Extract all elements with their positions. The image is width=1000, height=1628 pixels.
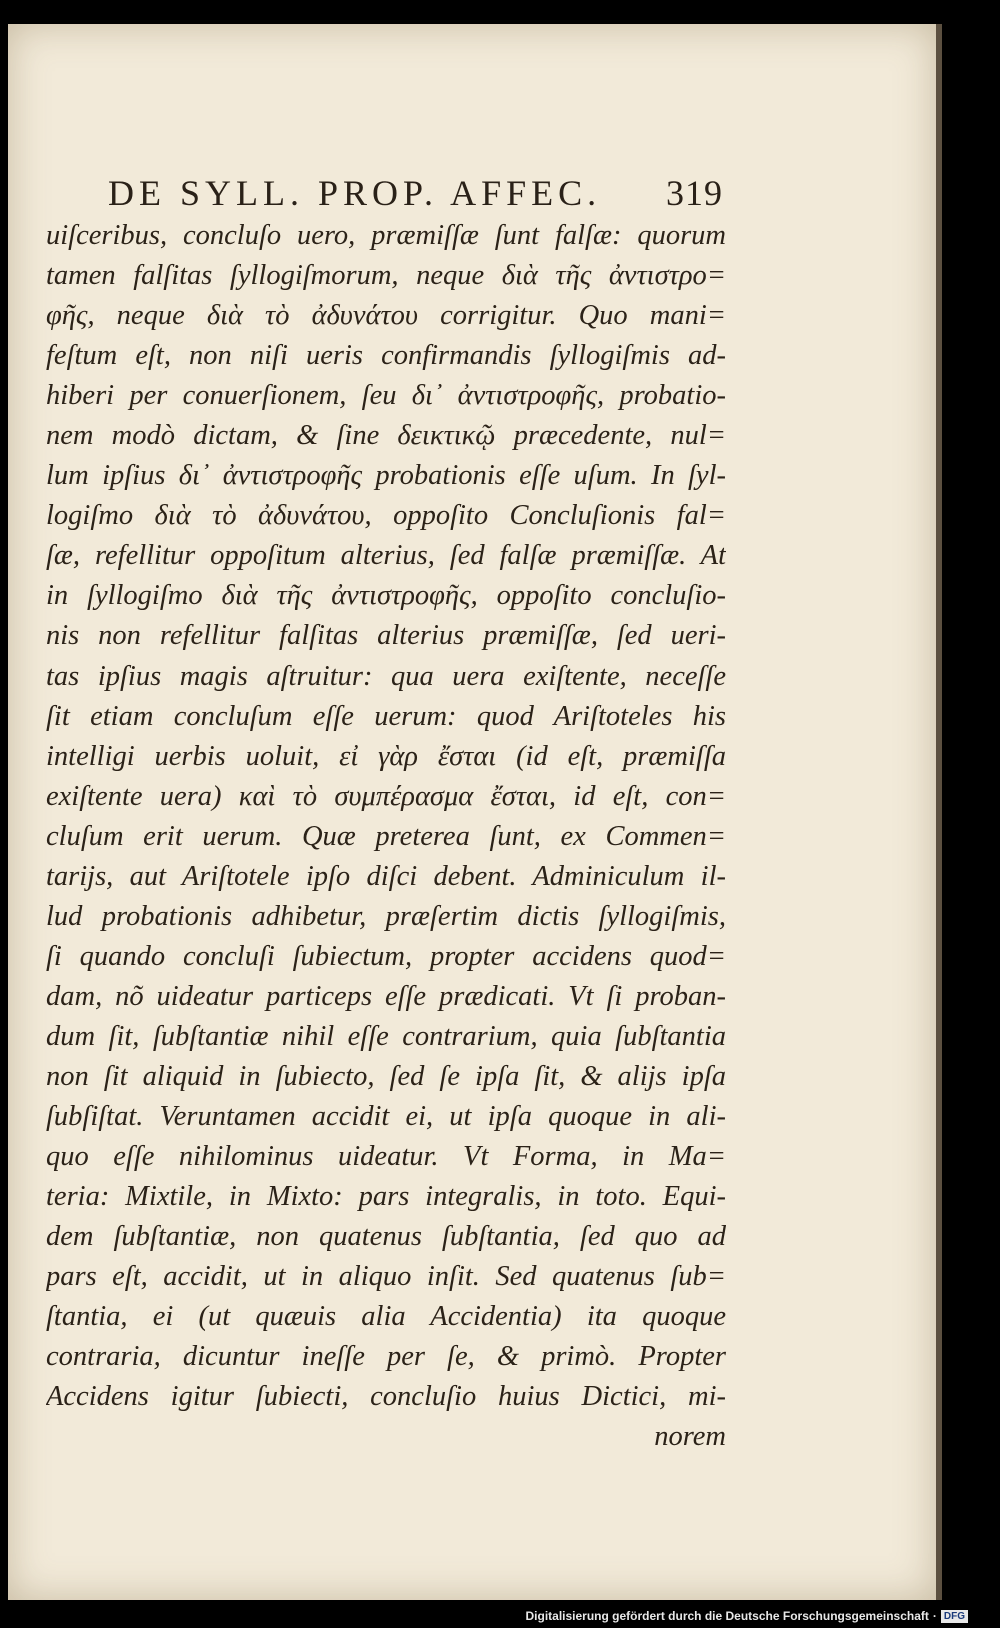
text-line: hiberi per conuerſionem, ſeu δι᾽ ἀντιστροφῆς, probatio-	[46, 380, 726, 412]
text-line: uiſceribus, concluſo uero, præmiſſæ ſunt falſæ: quorum	[46, 220, 726, 251]
text-line: pars eſt, accidit, ut in aliquo inſit. Sed quatenus ſub=	[46, 1261, 726, 1293]
text-line: lum ipſius δι᾽ ἀντιστροφῆς probationis eſſe uſum. In ſyl-	[46, 460, 726, 492]
text-line: teria: Mixtile, in Mixto: pars integralis, in toto. Equi-	[46, 1181, 726, 1213]
running-head-title: DE SYLL. PROP. AFFEC.	[108, 173, 602, 213]
text-line: ſubſiſtat. Veruntamen accidit ei, ut ipſa quoque in ali-	[46, 1101, 726, 1133]
text-line: intelligi uerbis uoluit, εἰ γὰρ ἔσται (id eſt, præmiſſa	[46, 740, 726, 772]
text-line: cluſum erit uerum. Quæ preterea ſunt, ex Commen=	[46, 820, 726, 852]
running-head	[108, 172, 723, 216]
body-text	[46, 216, 726, 1457]
text-line: φῆς, neque διὰ τὸ ἀδυνάτου corrigitur. Quo mani=	[46, 300, 726, 332]
catchword: norem	[654, 1421, 726, 1453]
page-edge	[936, 24, 942, 1600]
text-line: ſtantia, ei (ut quæuis alia Accidentia) ita quoque	[46, 1301, 726, 1333]
text-line: ſæ, refellitur oppoſitum alterius, ſed falſæ præmiſſæ. At	[46, 540, 726, 572]
text-line: ſit etiam concluſum eſſe uerum: quod Ariſtoteles his	[46, 700, 726, 732]
text-line: nem modò dictam, & ſine δεικτικῷ præcedente, nul=	[46, 420, 726, 452]
page-number: 319	[666, 173, 723, 213]
text-line: quo eſſe nihilominus uideatur. Vt Forma, in Ma=	[46, 1141, 726, 1173]
text-line: dum ſit, ſubſtantiæ nihil eſſe contrarium, quia ſubſtantia	[46, 1020, 726, 1052]
text-line: nis non refellitur falſitas alterius præmiſſæ, ſed ueri-	[46, 620, 726, 652]
text-line: ſi quando concluſi ſubiectum, propter accidens quod=	[46, 940, 726, 972]
text-line: dam, nõ uideatur particeps eſſe prædicati. Vt ſi proban-	[46, 980, 726, 1012]
text-line: tas ipſius magis aſtruitur: qua uera exiſtente, neceſſe	[46, 660, 726, 692]
text-line: contraria, dicuntur ineſſe per ſe, & primò. Propter	[46, 1341, 726, 1373]
text-line: feſtum eſt, non niſi ueris confirmandis ſyllogiſmis ad-	[46, 340, 726, 372]
book-page	[8, 24, 936, 1600]
dfg-logo: DFG	[941, 1610, 968, 1623]
credit-text: Digitalisierung gefördert durch die Deutsche Forschungsgemeinschaft	[525, 1609, 929, 1623]
text-line: tarijs, aut Ariſtotele ipſo diſci debent. Adminiculum il-	[46, 860, 726, 892]
text-line: in ſyllogiſmo διὰ τῆς ἀντιστροφῆς, oppoſito concluſio-	[46, 580, 726, 612]
text-line: non ſit aliquid in ſubiecto, ſed ſe ipſa ſit, & alijs ipſa	[46, 1060, 726, 1092]
text-line: exiſtente uera) καὶ τὸ συμπέρασμα ἔσται, id eſt, con=	[46, 780, 726, 812]
text-line: tamen falſitas ſyllogiſmorum, neque διὰ τῆς ἀντιστρο=	[46, 260, 726, 292]
text-line: logiſmo διὰ τὸ ἀδυνάτου, oppoſito Concluſionis fal=	[46, 500, 726, 532]
digitization-credit: Digitalisierung gefördert durch die Deutsche Forschungsgemeinschaft · DFG	[525, 1609, 968, 1623]
text-line: dem ſubſtantiæ, non quatenus ſubſtantia, ſed quo ad	[46, 1221, 726, 1253]
text-line: Accidens igitur ſubiecti, concluſio huius Dictici, mi-	[46, 1381, 726, 1413]
text-line: lud probationis adhibetur, præſertim dictis ſyllogiſmis,	[46, 900, 726, 932]
